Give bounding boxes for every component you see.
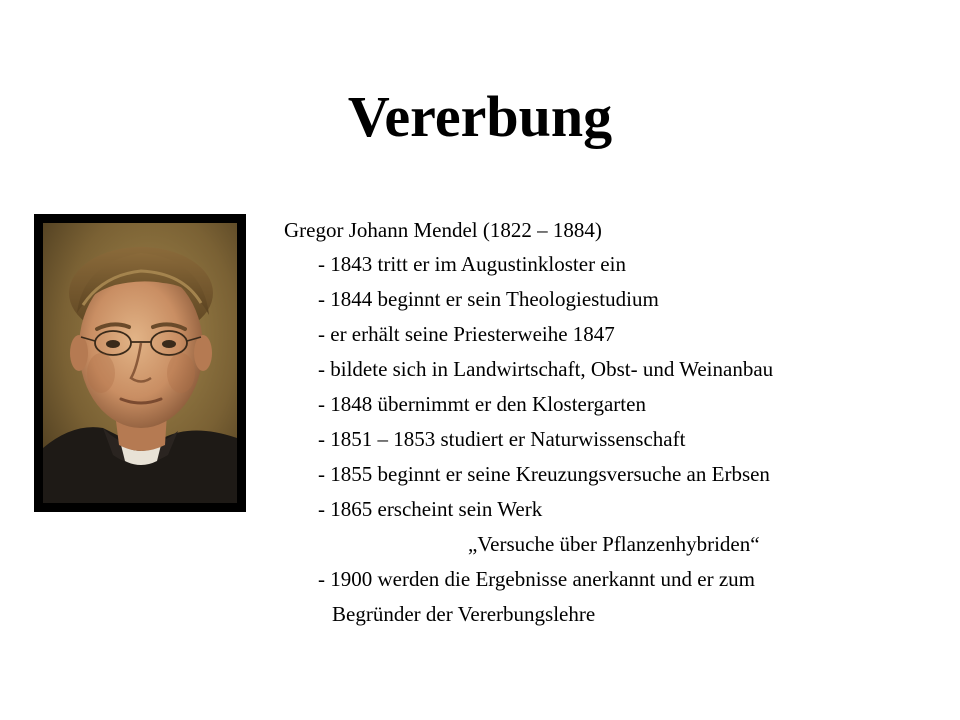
bio-line: - 1851 – 1853 studiert er Naturwissenschaft (318, 427, 686, 451)
bio-line: - er erhält seine Priesterweihe 1847 (318, 322, 615, 346)
bio-line: - 1900 werden die Ergebnisse anerkannt und er zum (318, 567, 755, 591)
bio-line: Begründer der Vererbungslehre (332, 602, 596, 626)
bio-line: - 1843 tritt er im Augustinkloster ein (318, 252, 626, 276)
bio-line: - bildete sich in Landwirtschaft, Obst- und Weinanbau (318, 357, 774, 381)
bio-work-title: „Versuche über Pflanzenhybriden“ (468, 532, 760, 556)
bio-line: - 1844 beginnt er sein Theologiestudium (318, 287, 659, 311)
bio-line: - 1855 beginnt er seine Kreuzungsversuche an Erbsen (318, 462, 770, 486)
bio-line: - 1865 erscheint sein Werk (318, 497, 543, 521)
bio-heading: Gregor Johann Mendel (1822 – 1884) (284, 218, 602, 242)
slide-title: Vererbung (347, 84, 613, 149)
bio-line: - 1848 übernimmt er den Klostergarten (318, 392, 646, 416)
